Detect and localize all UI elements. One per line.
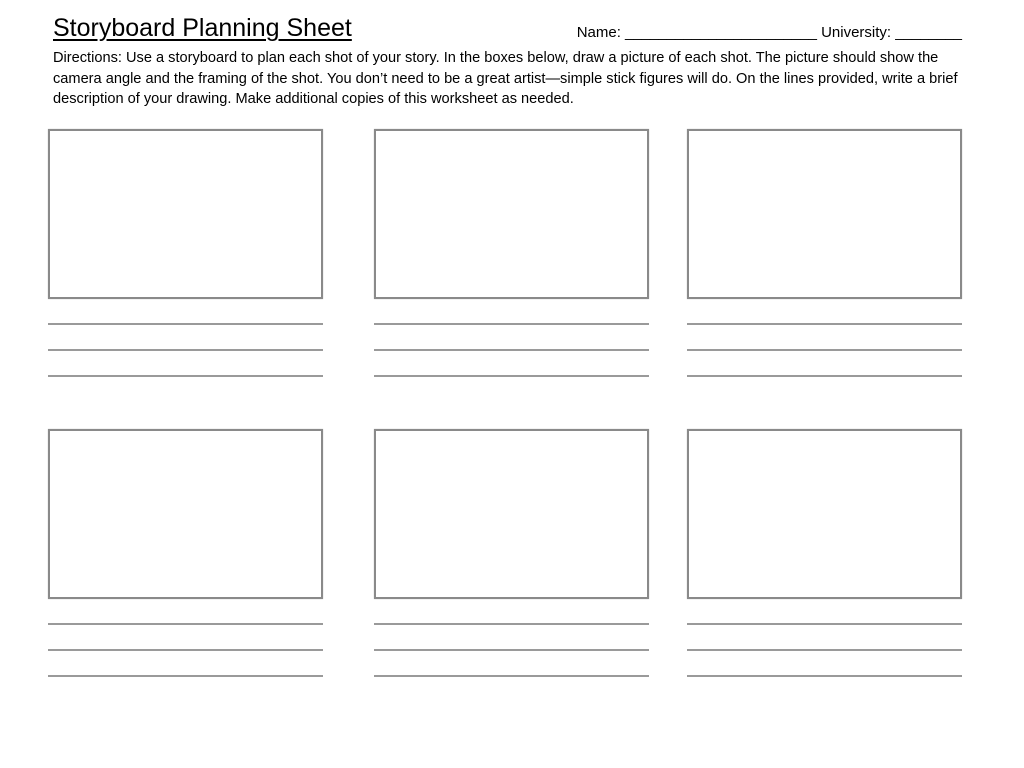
drawing-box[interactable] [48,429,323,599]
directions-text: Directions: Use a storyboard to plan each shot of your story. In the boxes below, draw a picture of each shot. The picture should show the camera angle and the framing of the shot. You don’t need to be a great artist—simple stick figures will do. On the lines provided, write a brief description of your drawing. Make additional copies of this worksheet as needed. [53,50,958,107]
description-line[interactable] [374,649,649,651]
drawing-box[interactable] [374,129,649,299]
drawing-box[interactable] [48,129,323,299]
description-line[interactable] [48,623,323,625]
storyboard-panel [374,429,649,599]
name-university-field: Name: _______________________ University: ________ [576,24,962,41]
description-line[interactable] [48,375,323,377]
sheet-title: Storyboard Planning Sheet [53,14,352,42]
storyboard-panel [687,129,962,299]
description-line[interactable] [48,675,323,677]
description-line[interactable] [687,623,962,625]
drawing-box[interactable] [374,429,649,599]
description-line[interactable] [374,323,649,325]
description-line[interactable] [687,649,962,651]
storyboard-panel [48,129,323,299]
description-line[interactable] [374,675,649,677]
description-line[interactable] [48,349,323,351]
description-line[interactable] [374,349,649,351]
description-line[interactable] [687,323,962,325]
storyboard-panel [374,129,649,299]
description-line[interactable] [687,349,962,351]
description-line[interactable] [687,675,962,677]
storyboard-panel [48,429,323,599]
description-line[interactable] [374,375,649,377]
drawing-box[interactable] [687,429,962,599]
description-line[interactable] [374,623,649,625]
drawing-box[interactable] [687,129,962,299]
storyboard-panel [687,429,962,599]
description-line[interactable] [48,323,323,325]
description-line[interactable] [48,649,323,651]
description-line[interactable] [687,375,962,377]
